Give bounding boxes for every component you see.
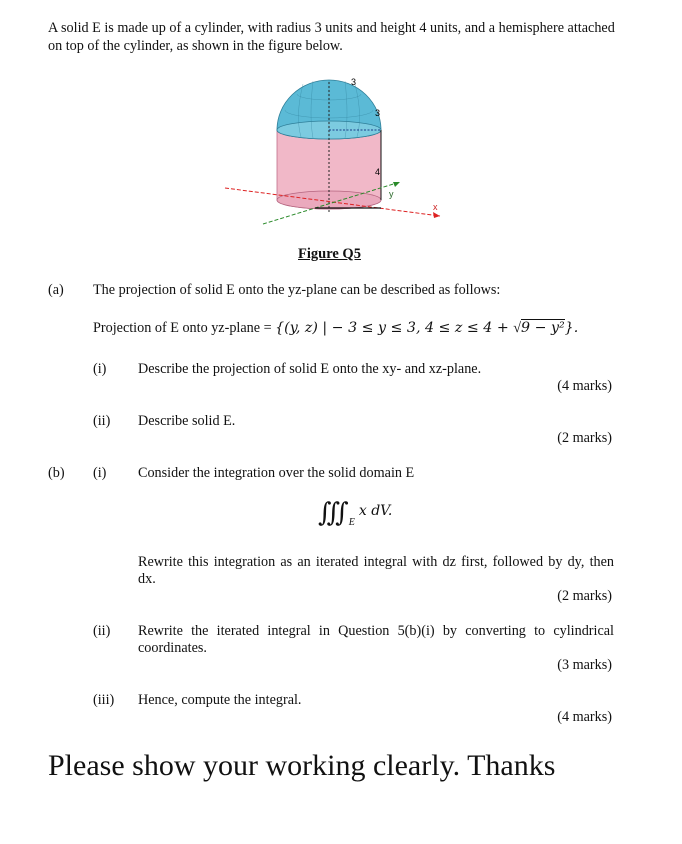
part-b-iii-label: (iii) <box>93 692 115 708</box>
integral-domain: E <box>348 517 355 529</box>
integrand: x dV. <box>358 503 393 519</box>
label-radius-side: 3 <box>375 108 381 118</box>
part-b-iii-marks: (4 marks) <box>557 709 612 725</box>
part-b-ii-label: (ii) <box>93 623 111 639</box>
part-b-iii-text: Hence, compute the integral. <box>138 692 302 708</box>
label-radius-top: 3 <box>351 77 357 87</box>
part-a-i-text: Describe the projection of solid E onto the xy- and xz-plane. <box>138 361 482 377</box>
part-a-ii-text: Describe solid E. <box>138 413 236 429</box>
part-b-i-text2: Rewrite this integration as an iterated integral with dz first, followed by dy, then dx. <box>138 554 614 587</box>
projection-set: {(y, z) | − 3 ≤ y ≤ 3, 4 ≤ z ≤ 4 + <box>275 320 514 336</box>
figure-caption: Figure Q5 <box>298 246 361 262</box>
part-a-ii-label: (ii) <box>93 413 111 429</box>
part-b-i-marks: (2 marks) <box>557 588 612 604</box>
projection-line: Projection of E onto yz-plane = {(y, z) | − 3 ≤ y ≤ 3, 4 ≤ z ≤ 4 + √9 − y²}. <box>93 320 579 336</box>
part-b-i-text: Consider the integration over the solid domain E <box>138 465 415 481</box>
label-height: 4 <box>375 167 381 177</box>
part-b-i-label: (i) <box>93 465 107 481</box>
part-a-label: (a) <box>48 282 64 298</box>
label-x-axis: x <box>433 202 438 212</box>
projection-prefix: Projection of E onto yz-plane = <box>93 320 276 336</box>
part-b-ii-marks: (3 marks) <box>557 657 612 673</box>
part-b-label: (b) <box>48 465 65 481</box>
footer-note: Please show your working clearly. Thanks <box>48 749 556 782</box>
triple-integral <box>318 498 392 528</box>
part-b-ii-text: Rewrite the iterated integral in Question 5(b)(i) by converting to cylindrical coordinates. <box>138 623 614 656</box>
solid-figure <box>205 76 465 236</box>
projection-sqrt: 9 − y² <box>521 320 565 336</box>
label-y-axis: y <box>389 189 394 199</box>
part-a-i-label: (i) <box>93 361 107 377</box>
integral-sign: ∭ <box>318 498 349 528</box>
part-a-i-marks: (4 marks) <box>557 378 612 394</box>
part-a-ii-marks: (2 marks) <box>557 430 612 446</box>
intro-paragraph: A solid E is made up of a cylinder, with radius 3 units and height 4 units, and a hemisphere attached on top of the cylinder, as shown in the figure below. <box>48 20 615 54</box>
part-a-text: The projection of solid E onto the yz-plane can be described as follows: <box>93 282 501 298</box>
projection-end: }. <box>564 320 579 336</box>
